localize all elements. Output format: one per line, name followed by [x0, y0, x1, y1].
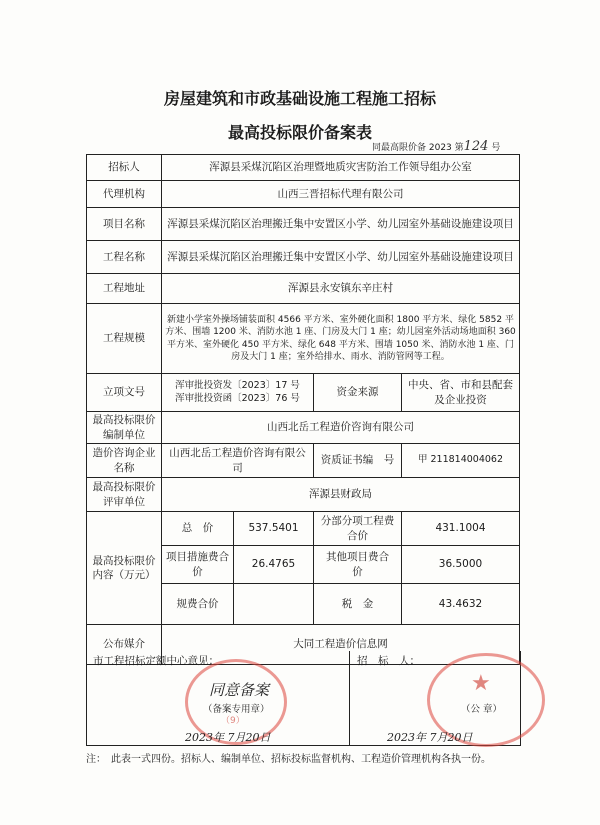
address-label: 工程地址 [87, 274, 162, 304]
row-tenderer [87, 155, 520, 181]
row-reviewer [87, 478, 520, 512]
row-work [87, 241, 520, 274]
left-date: 2023年 7月20日 [185, 731, 271, 744]
scale-label: 工程规模 [87, 304, 162, 374]
seal-star-icon: ★ [471, 671, 491, 696]
measure-value: 26.4765 [234, 546, 314, 584]
scale-value: 新建小学室外操场铺装面积 4566 平方米、室外硬化面积 1800 平方米、绿化 5852 平方米、围墙 1200 米、消防水池 1 座、门房及大门 1 座；幼儿园室外活动场地面积 360 平方米、室外硬化 450 平方米、绿化 648 平方米、围墙 1050 米、消防水池 1 座、门房及大门 1 座；室外给排水、雨水、消防管网等工程。 [162, 304, 520, 374]
center-opinion-label: 市工程招标定额中心意见： [93, 655, 219, 667]
signature-area [86, 651, 521, 746]
subitem-value: 431.1004 [402, 512, 520, 546]
fund-label: 资金来源 [314, 374, 402, 412]
total-value: 537.5401 [234, 512, 314, 546]
fee-label: 规费合价 [162, 584, 234, 625]
file-number [372, 139, 500, 154]
filing-stamp-number: （9） [221, 716, 245, 726]
cert-label: 资质证书编 号 [314, 444, 402, 478]
agency-value: 山西三晋招标代理有限公司 [162, 181, 520, 208]
document-subtitle: 最高投标限价备案表 [227, 123, 372, 142]
tenderer-sign-label: 招 标 人： [357, 655, 420, 667]
row-consult [87, 444, 520, 478]
row-compiler [87, 412, 520, 444]
filing-table [86, 154, 520, 665]
consult-value: 山西北岳工程造价咨询有限公司 [162, 444, 314, 478]
approval-handwriting: 同意备案 [209, 681, 270, 699]
measure-label: 项目措施费合 价 [162, 546, 234, 584]
consult-label: 造价咨询企业名称 [87, 444, 162, 478]
compiler-value: 山西北岳工程造价咨询有限公司 [162, 412, 520, 444]
total-label: 总 价 [162, 512, 234, 546]
other-value: 36.5000 [402, 546, 520, 584]
right-date: 2023年 7月20日 [387, 731, 473, 744]
approval-value-line1: 浑审批投资发〔2023〕17 号 [175, 379, 300, 391]
approval-label: 立项文号 [87, 374, 162, 412]
other-label: 其他项目费合 价 [314, 546, 402, 584]
reviewer-label: 最高投标限价评审单位 [87, 478, 162, 512]
fund-value: 中央、省、市和县配套及企业投资 [402, 374, 520, 412]
filing-stamp-sub: （备案专用章） [203, 704, 270, 715]
signature-divider [349, 651, 350, 745]
document-title: 房屋建筑和市政基础设施工程施工招标 [163, 89, 436, 108]
tenderer-label: 招标人 [87, 155, 162, 181]
project-value: 浑源县采煤沉陷区治理搬迁集中安置区小学、幼儿园室外基础设施建设项目 [162, 208, 520, 241]
address-value: 浑源县永安镇东辛庄村 [162, 274, 520, 304]
agency-label: 代理机构 [87, 181, 162, 208]
compiler-label: 最高投标限价编制单位 [87, 412, 162, 444]
media-label: 公布媒介 [87, 625, 162, 665]
row-address [87, 274, 520, 304]
project-label: 项目名称 [87, 208, 162, 241]
tax-label: 税 金 [314, 584, 402, 625]
file-number-suffix: 号 [491, 143, 501, 153]
work-value: 浑源县采煤沉陷区治理搬迁集中安置区小学、幼儿园室外基础设施建设项目 [162, 241, 520, 274]
footnote: 注： 此表一式四份。招标人、编制单位、招标投标监督机构、工程造价管理机构各执一份。 [86, 754, 491, 765]
subitem-label: 分部分项工程费合价 [314, 512, 402, 546]
fee-value [234, 584, 314, 625]
row-price-1 [87, 512, 520, 546]
reviewer-value: 浑源县财政局 [162, 478, 520, 512]
file-number-prefix: 同最高限价备 2023 第 [372, 143, 464, 153]
row-agency [87, 181, 520, 208]
price-label: 最高投标限价内容（万元） [87, 512, 162, 625]
row-project [87, 208, 520, 241]
official-seal-sub: （公 章） [461, 704, 503, 715]
file-number-value: 124 [463, 139, 489, 154]
media-value: 大同工程造价信息网 [162, 625, 520, 665]
approval-value-line2: 浑审批投资函〔2023〕76 号 [175, 392, 300, 404]
row-approval [87, 374, 520, 412]
tax-value: 43.4632 [402, 584, 520, 625]
row-scale [87, 304, 520, 374]
approval-value [162, 374, 314, 412]
tenderer-value: 浑源县采煤沉陷区治理暨地质灾害防治工作领导组办公室 [162, 155, 520, 181]
cert-value: 甲 211814004062 [402, 444, 520, 478]
work-label: 工程名称 [87, 241, 162, 274]
